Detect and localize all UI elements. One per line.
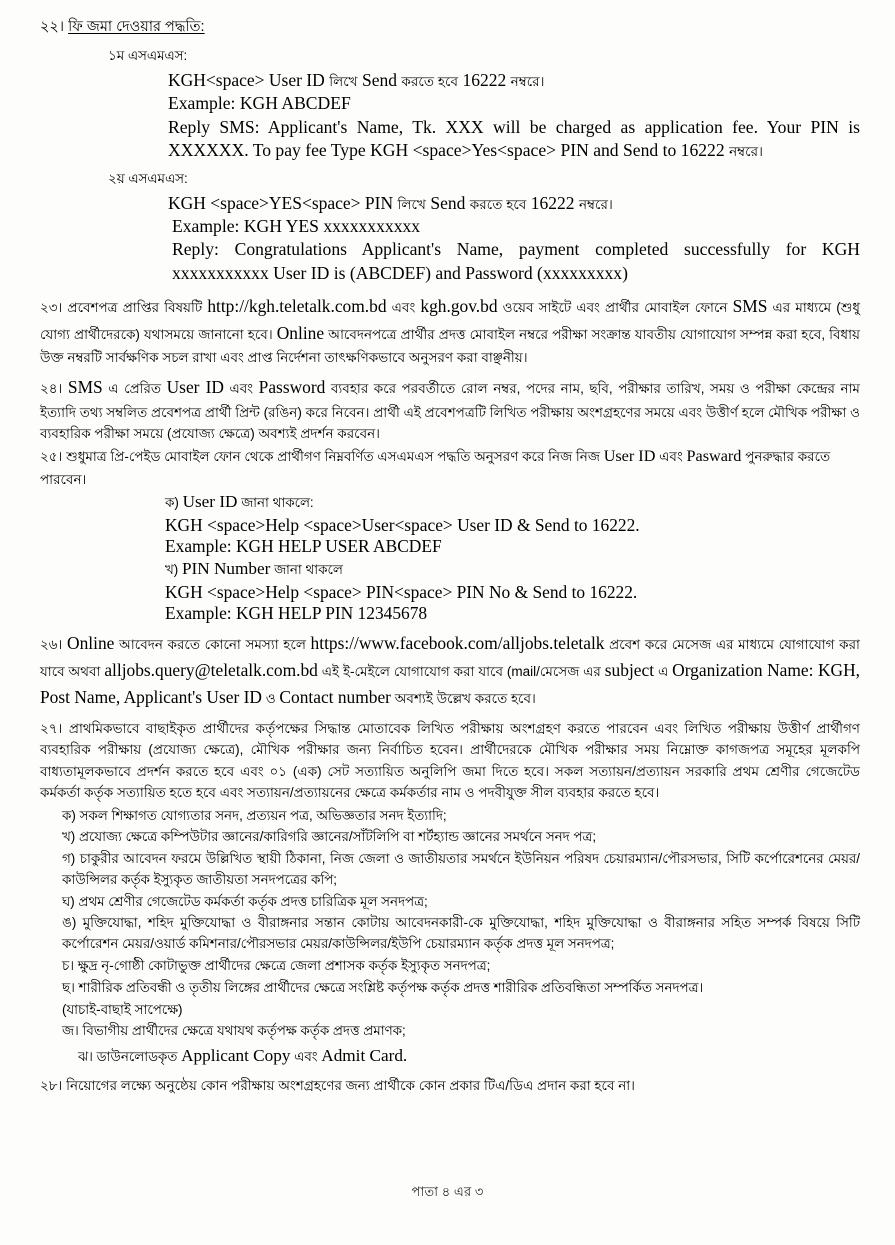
section-24-number: ২৪। xyxy=(40,381,63,397)
section-25-number: ২৫। xyxy=(40,448,63,464)
section-24-userid-label: User ID xyxy=(166,377,224,398)
section-26-subject-label: subject xyxy=(604,660,655,681)
section-26-part2: প্রবেশ করে মেসেজ এর মাধ্যমে যোগাযোগ করা যাবে অথবা xyxy=(40,637,860,680)
recovery-a-label xyxy=(165,492,860,515)
recovery-a-label-bn: জানা থাকলে: xyxy=(241,495,314,510)
section-23-number: ২৩। xyxy=(40,300,63,316)
document-item-text: চাকুরীর আবেদন ফরমে উল্লিখিত স্থায়ী ঠিকানা, নিজ জেলা ও জাতীয়তার সমর্থনে ইউনিয়ন পরিষদ চেয়ারম্যান/পৌরসভার, সিটি কর্পোরেশনের মেয়র/কাউন্সিলর কর্তৃক ইস্যুকৃত জাতীয়তা সনদপত্রের কপি; xyxy=(62,851,860,887)
section-24-part1: এ প্রেরিত xyxy=(108,381,162,397)
sms2-line1-bn-c: নম্বরে। xyxy=(578,196,613,212)
section-28-text: নিয়োগের লক্ষ্যে অনুষ্ঠেয় কোন পরীক্ষায় অংশগ্রহণের জন্য প্রার্থীকে কোন প্রকার টিএ/ডিএ প্রদান করা হবে না। xyxy=(66,1077,636,1093)
recovery-a-marker: ক) xyxy=(165,495,179,510)
section-26-part5: এ xyxy=(657,664,669,680)
admit-card-label: Admit Card. xyxy=(321,1046,408,1066)
sms1-line1-bn-c: নম্বরে। xyxy=(510,74,545,89)
document-item-text: প্রযোজ্য ক্ষেত্রে কম্পিউটার জ্ঞানের/কারিগরি জ্ঞানের/সাঁটলিপি বা শর্টহ্যান্ড জ্ঞানের সমর্থনে সনদ পত্র; xyxy=(79,829,597,845)
section-24-password-label: Password xyxy=(258,377,326,398)
section-25-and: এবং xyxy=(659,448,683,464)
recovery-a-example: Example: KGH HELP USER ABCDEF xyxy=(165,536,442,556)
section-26-email: alljobs.query@teletalk.com.bd xyxy=(104,660,318,681)
recovery-b-marker: খ) xyxy=(165,562,179,577)
section-23-online-label: Online xyxy=(276,323,325,344)
section-23-and: এবং xyxy=(391,300,416,316)
document-item-marker: ছ। xyxy=(62,979,75,995)
sms1-line1-command: KGH<space> User ID xyxy=(168,70,325,90)
section-22-title: ফি জমা দেওয়ার পদ্ধতি: xyxy=(68,19,205,35)
section-26-facebook-url: https://www.facebook.com/alljobs.teletalk xyxy=(310,633,605,653)
sms2-group xyxy=(108,169,860,191)
document-item-text: ক্ষুদ্র নৃ-গোষ্ঠী কোটাভুক্ত প্রার্থীদের ক্ষেত্রে জেলা প্রশাসক কর্তৃক ইস্যুকৃত সনদপত্র; xyxy=(77,957,491,973)
document-item-text: শারীরিক প্রতিবন্ধী ও তৃতীয় লিঙ্গের প্রার্থীদের ক্ষেত্রে সংশ্লিষ্ট কর্তৃপক্ষ কর্তৃক প্রদত্ত শারীরিক প্রতিবন্ধিতা সম্পর্কিত সনদপত্র। xyxy=(78,979,704,995)
section-25-pasward-label: Pasward xyxy=(686,446,742,465)
document-item-text: মুক্তিযোদ্ধা, শহিদ মুক্তিযোদ্ধা ও বীরাঙ্গনার সন্তান কোটায় আবেদনকারী-কে মুক্তিযোদ্ধা, শহিদ মুক্তিযোদ্ধা ও বীরাঙ্গনার সহিত সম্পর্ক বিষয়ে সিটি কর্পোরেশন মেয়র/ওয়ার্ড কমিশনার/পৌরসভার মেয়র/কাউন্সিলর/ইউপি চেয়ারম্যান কর্তৃক প্রদত্ত মূল সনদপত্র; xyxy=(62,915,860,952)
document-body xyxy=(40,16,860,1096)
section-24-and: এবং xyxy=(229,381,254,397)
document-item xyxy=(40,1021,860,1042)
document-item xyxy=(40,827,860,848)
recovery-item-b xyxy=(165,559,860,624)
sms2-line1-number: 16222 xyxy=(530,192,575,213)
section-26-contact-label: Contact number xyxy=(279,687,391,708)
section-23-url-kgh: kgh.gov.bd xyxy=(420,296,498,317)
section-27-number: ২৭। xyxy=(40,721,63,737)
sms2-content xyxy=(168,192,860,286)
sms1-content xyxy=(168,69,860,163)
sms1-line1-send: Send xyxy=(362,70,398,90)
section-27-document-list xyxy=(40,806,860,1070)
sms1-line1-bn-b: করতে হবে xyxy=(401,74,459,89)
document-item-note-text: (যাচাই-বাছাই সাপেক্ষে) xyxy=(62,1001,183,1017)
section-26-online-label: Online xyxy=(67,633,115,653)
section-23-part2: ওয়েব সাইটে এবং প্রার্থীর মোবাইল ফোনে xyxy=(502,300,728,316)
document-item-text: প্রথম শ্রেণীর গেজেটেড কর্মকর্তা কর্তৃক প্রদত্ত চারিত্রিক মূল সনদপত্র; xyxy=(78,893,428,909)
document-item-bn-mid: এবং xyxy=(294,1049,318,1065)
document-item-bn-pre: ডাউনলোডকৃত xyxy=(96,1049,178,1065)
sms1-group xyxy=(108,46,860,68)
section-26-part7: অবশ্যই উল্লেখ করতে হবে। xyxy=(394,691,536,707)
document-item-marker: খ) xyxy=(62,829,76,845)
document-item-text: বিভাগীয় প্রার্থীদের ক্ষেত্রে যথাযথ কর্তৃপক্ষ কর্তৃক প্রদত্ত প্রমাণক; xyxy=(82,1023,406,1039)
sms2-line1 xyxy=(168,192,860,215)
sms1-line1-bn-a: লিখে xyxy=(329,74,358,89)
section-23-part1: প্রবেশপত্র প্রাপ্তির বিষয়টি xyxy=(67,300,203,316)
section-26-part6: ও xyxy=(265,691,276,707)
section-22-heading xyxy=(40,16,860,40)
section-23-url-teletalk: http://kgh.teletalk.com.bd xyxy=(207,296,387,317)
sms1-label: ১ম এসএমএস: xyxy=(108,48,188,63)
document-item-note xyxy=(40,1000,860,1021)
recovery-b-label-en: PIN Number xyxy=(182,559,271,578)
section-26-paragraph xyxy=(40,630,860,711)
section-23-paragraph xyxy=(40,293,860,368)
document-item-marker: ক) xyxy=(62,807,76,823)
document-item-marker: গ) xyxy=(62,851,76,867)
sms2-line1-bn-a: লিখে xyxy=(397,196,426,212)
sms2-line1-send: Send xyxy=(430,192,466,213)
sms1-line1 xyxy=(168,69,860,92)
section-25-paragraph xyxy=(40,444,860,490)
section-27-text: প্রাথমিকভাবে বাছাইকৃত প্রার্থীদের কর্তৃপক্ষের সিদ্ধান্ত মোতাবেক লিখিত পরীক্ষায় অংশগ্রহণ করতে পারবেন এবং লিখিত পরীক্ষায় উত্তীর্ণ প্রার্থীগণ ব্যবহারিক পরীক্ষায় (প্রযোজ্য ক্ষেত্রে), মৌখিক পরীক্ষার জন্য নির্বাচিত হবেন। প্রার্থীদেরকে মৌখিক পরীক্ষার সময় নিম্নোক্ত কাগজপত্র সমূহের মূলকপি বাধ্যতামূলকভাবে প্রদর্শন করতে হবে এবং ০১ (এক) সেট সত্যায়িত অনুলিপি জমা দিতে হবে। সকল সত্যায়ন/প্রত্যায়ন সরকারি প্রথম শ্রেণীর গেজেটেড কর্মকর্তা কর্তৃক সত্যায়িত হতে হবে এবং সত্যায়ন/প্রত্যায়নের ক্ষেত্রে কর্মকর্তার নাম ও পদবীযুক্ত সীল ব্যবহার করতে হবে। xyxy=(40,721,860,800)
section-24-sms-label: SMS xyxy=(67,377,103,398)
section-24-paragraph xyxy=(40,374,860,443)
section-26-part4: (mail/মেসেজ এর xyxy=(506,664,601,680)
sms2-label: ২য় এসএমএস: xyxy=(108,170,188,186)
document-item xyxy=(40,913,860,955)
document-item-marker: ঘ) xyxy=(62,893,75,909)
document-item-marker: চ। xyxy=(62,957,75,973)
section-27-paragraph xyxy=(40,718,860,802)
document-item-last xyxy=(40,1043,860,1070)
document-item xyxy=(40,849,860,891)
recovery-b-command: KGH <space>Help <space> PIN<space> PIN No & Send to 16222. xyxy=(165,582,638,602)
section-26-number: ২৬। xyxy=(40,637,63,652)
recovery-a-label-en: User ID xyxy=(182,492,238,511)
sms1-reply-tail-bn: নম্বরে। xyxy=(729,144,763,160)
document-item xyxy=(40,806,860,827)
document-item-text: সকল শিক্ষাগত যোগ্যতার সনদ, প্রত্যয়ন পত্র, অভিজ্ঞতার সনদ ইত্যাদি; xyxy=(79,807,447,823)
document-item xyxy=(40,892,860,913)
section-25-part2: পুনরুদ্ধার করতে পারবেন। xyxy=(40,448,831,487)
section-26-org-line: Organization Name: KGH, Post Name, Applicant's User ID xyxy=(40,660,860,708)
recovery-b-label-bn: জানা থাকলে xyxy=(274,562,343,577)
document-item xyxy=(40,956,860,977)
sms1-example: Example: KGH ABCDEF xyxy=(168,93,351,114)
sms2-line1-bn-b: করতে হবে xyxy=(469,196,527,212)
document-item-marker: জ। xyxy=(62,1023,79,1039)
section-25-userid-label: User ID xyxy=(603,446,656,465)
section-24-part2: ব্যবহার করে পরবর্তীতে রোল নম্বর, পদের নাম, ছবি, পরীক্ষার তারিখ, সময় ও পরীক্ষা কেন্দ্রের নাম ইত্যাদি তথ্য সম্বলিত প্রবেশপত্র প্রার্থী প্রিন্ট (রঙিন) করে নিবেন। প্রার্থী এই প্রবেশপত্রটি লিখিত পরীক্ষায় অংশগ্রহণের সময়ে এবং উত্তীর্ণ হলে মৌখিক পরীক্ষা ও ব্যবহারিক পরীক্ষা সময়ে (প্রযোজ্য ক্ষেত্রে) অবশ্যই প্রদর্শন করবেন। xyxy=(40,381,860,441)
recovery-item-a xyxy=(165,492,860,557)
sms1-reply-text: Reply SMS: Applicant's Name, Tk. XXX will be charged as application fee. Your PIN is XXXXXX. To pay fee Type KGH <space>Yes<space> PIN and Send to 16222 xyxy=(168,116,860,161)
section-25-part1: শুধুমাত্র প্রি-পেইড মোবাইল ফোন থেকে প্রার্থীগণ নিম্নবর্ণিত এসএমএস পদ্ধতি অনুসরণ করে নিজ নিজ xyxy=(66,448,600,464)
section-28-paragraph xyxy=(40,1075,860,1096)
section-23-part3: এর মাধ্যমে (শুধু যোগ্য প্রার্থীদেরকে) যথাসময়ে জানানো হবে। xyxy=(40,300,860,343)
document-item-marker: ঙ) xyxy=(62,915,77,931)
recovery-a-command: KGH <space>Help <space>User<space> User ID & Send to 16222. xyxy=(165,515,640,535)
sms2-reply: Reply: Congratulations Applicant's Name, payment completed successfully for KGH xxxxxxxxxxx User ID is (ABCDEF) and Password (xxxxxxxxx) xyxy=(172,239,860,283)
applicant-copy-label: Applicant Copy xyxy=(181,1046,291,1066)
sms2-example: Example: KGH YES xxxxxxxxxxx xyxy=(172,215,421,236)
page-footer xyxy=(0,1182,895,1204)
section-23-part4: আবেদনপত্রে প্রার্থীর প্রদত্ত মোবাইল নম্বরে পরীক্ষা সংক্রান্ত যাবতীয় যোগাযোগ সম্পন্ন করা হবে, বিধায় উক্ত নম্বরটি সার্বক্ষণিক সচল রাখা এবং প্রাপ্ত নির্দেশনা তাৎক্ষণিকভাবে অনুসরণ করা বাঞ্ছনীয়। xyxy=(40,327,860,366)
section-23-sms-label: SMS xyxy=(732,296,768,317)
document-item xyxy=(40,978,860,999)
sms1-reply xyxy=(168,116,860,163)
section-28-number: ২৮। xyxy=(40,1077,63,1093)
sms2-line1-command: KGH <space>YES<space> PIN xyxy=(168,192,394,213)
page-number-label: পাতা ৪ এর ৩ xyxy=(411,1184,484,1199)
recovery-b-example: Example: KGH HELP PIN 12345678 xyxy=(165,603,428,623)
section-26-part3: এই ই-মেইলে যোগাযোগ করা যাবে xyxy=(321,664,503,680)
section-22-number: ২২। xyxy=(40,19,65,35)
recovery-b-label xyxy=(165,559,860,582)
sms1-line1-number: 16222 xyxy=(462,70,507,90)
document-item-marker: ঝ। xyxy=(78,1049,93,1065)
section-26-part1: আবেদন করতে কোনো সমস্যা হলে xyxy=(119,637,306,652)
